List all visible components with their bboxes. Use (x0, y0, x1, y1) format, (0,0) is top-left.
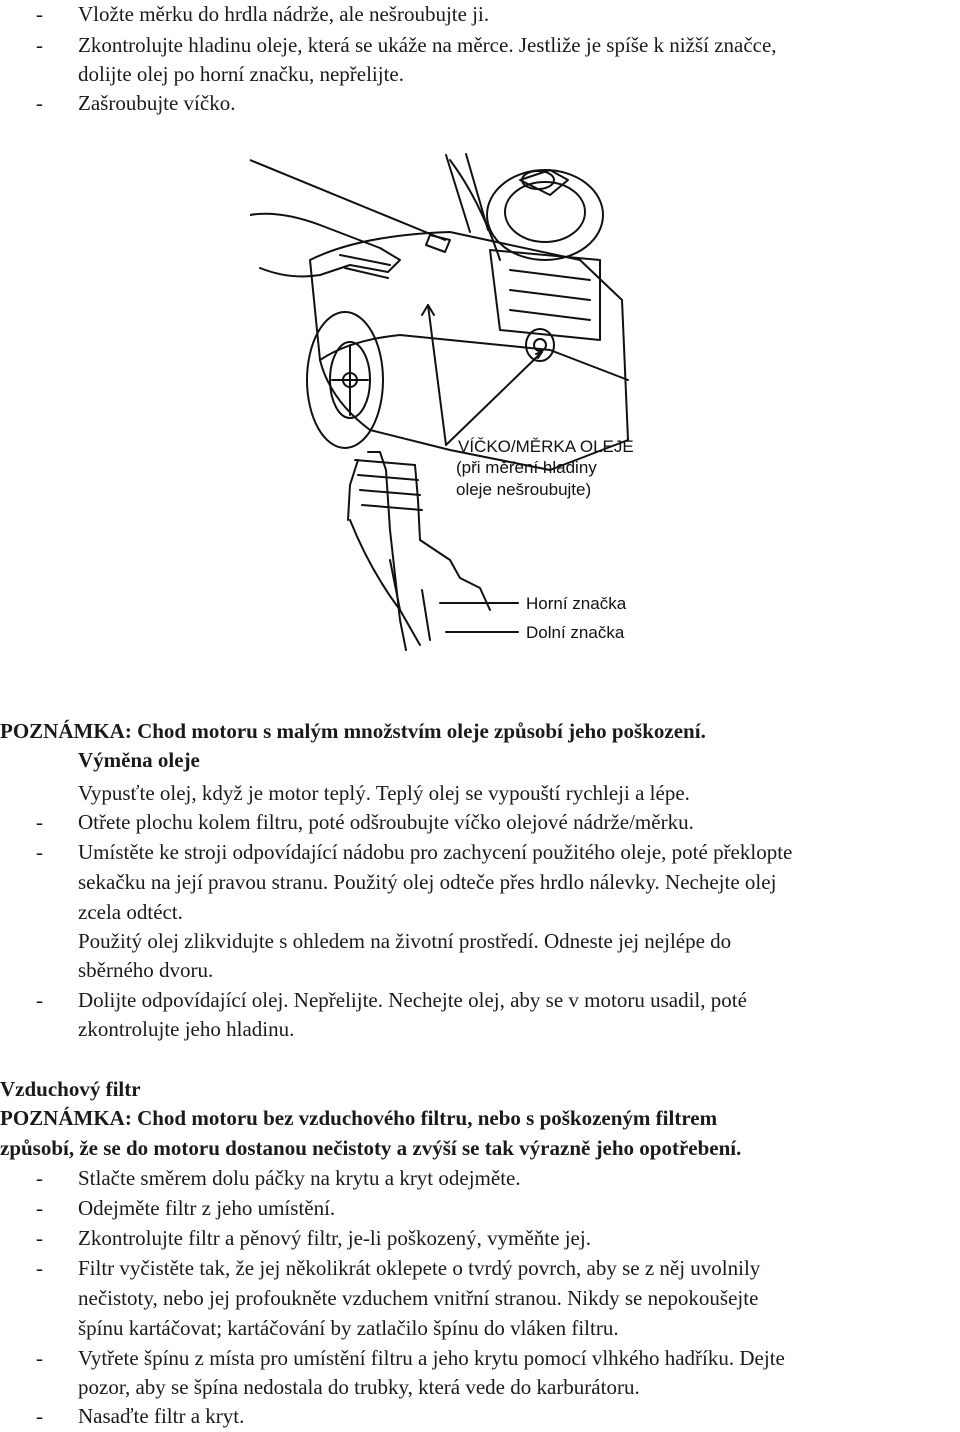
step-text: Zkontrolujte hladinu oleje, která se ukáže na měrce. Jestliže je spíše k nižší značce, (78, 33, 777, 57)
step-text: Vložte měrku do hrdla nádrže, ale nešroubujte ji. (78, 2, 490, 26)
paragraph-text: sběrného dvoru. (78, 958, 214, 982)
step-text: dolijte olej po horní značku, nepřelijte. (78, 62, 404, 86)
filler-tube-left (350, 520, 420, 645)
cable (450, 160, 500, 260)
step-text: Zkontrolujte filtr a pěnový filtr, je-li poškozený, vyměňte jej. (78, 1226, 591, 1250)
oil-warning-note: POZNÁMKA: Chod motoru s malým množstvím oleje způsobí jeho poškození. (0, 719, 706, 743)
step-text: Umístěte ke stroji odpovídající nádobu pro zachycení použitého oleje, poté překlopte (78, 840, 793, 864)
bullet-dash: - (36, 1256, 43, 1280)
step-text: Vytřete špínu z místa pro umístění filtru a jeho krytu pomocí vlhkého hadříku. Dejte (78, 1346, 785, 1370)
callout-leader (428, 305, 542, 445)
step-text: Zašroubujte víčko. (78, 91, 236, 115)
air-warning-note-line-2: způsobí, že se do motoru dostanou nečistoty a zvýší se tak výrazně jeho opotřebení. (0, 1136, 742, 1160)
callout-line-3: oleje nešroubujte) (456, 480, 592, 499)
lower-mark-label: Dolní značka (526, 623, 625, 642)
bullet-dash: - (36, 91, 43, 115)
callout-line-2: (při měření hladiny (456, 458, 597, 477)
handle-bar (446, 154, 488, 232)
filler-tube-right (420, 540, 490, 610)
bullet-dash: - (36, 840, 43, 864)
dipstick-enlarged (368, 452, 406, 650)
step-text: sekačku na její pravou stranu. Použitý olej odteče přes hrdlo nálevky. Nechejte olej (78, 870, 777, 894)
bullet-dash: - (36, 2, 43, 26)
upper-mark-label: Horní značka (526, 594, 627, 613)
dipstick-rod (250, 160, 445, 240)
step-text: Otřete plochu kolem filtru, poté odšroubujte víčko olejové nádrže/měrku. (78, 810, 694, 834)
step-text: Stlačte směrem dolu páčky na krytu a kryt odejměte. (78, 1166, 521, 1190)
hand (250, 214, 400, 277)
bullet-dash: - (36, 1226, 43, 1250)
section-heading-air-filter: Vzduchový filtr (0, 1077, 141, 1101)
step-text: špínu kartáčovat; kartáčování by zatlačilo špínu do vláken filtru. (78, 1316, 619, 1340)
step-text: Dolijte odpovídající olej. Nepřelijte. Nechejte olej, aby se v motoru usadil, poté (78, 988, 747, 1012)
paragraph-text: Použitý olej zlikvidujte s ohledem na životní prostředí. Odneste jej nejlépe do (78, 929, 732, 953)
mower-deck (310, 232, 628, 470)
step-text: Odejměte filtr z jeho umístění. (78, 1196, 336, 1220)
bullet-dash: - (36, 988, 43, 1012)
mower-dipstick-illustration (250, 140, 670, 660)
bullet-dash: - (36, 1166, 43, 1190)
step-text: Nasaďte filtr a kryt. (78, 1404, 245, 1428)
step-text: Filtr vyčistěte tak, že jej několikrát oklepete o tvrdý povrch, aby se z něj uvolnily (78, 1256, 761, 1280)
step-text: zcela odtéct. (78, 900, 183, 924)
bullet-dash: - (36, 33, 43, 57)
step-text: zkontrolujte jeho hladinu. (78, 1017, 295, 1041)
bullet-dash: - (36, 1404, 43, 1428)
bullet-dash: - (36, 1346, 43, 1370)
callout-title: VÍČKO/MĚRKA OLEJE (458, 437, 634, 456)
air-warning-note-line-1: POZNÁMKA: Chod motoru bez vzduchového filtru, nebo s poškozeným filtrem (0, 1106, 718, 1130)
oil-intro: Vypusťte olej, když je motor teplý. Teplý olej se vypouští rychleji a lépe. (78, 781, 690, 805)
bullet-dash: - (36, 810, 43, 834)
section-heading-oil-change: Výměna oleje (78, 748, 200, 772)
step-text: nečistoty, nebo jej profoukněte vzduchem vnitřní stranou. Nikdy se nepokoušejte (78, 1286, 759, 1310)
step-text: pozor, aby se špína nedostala do trubky, která vede do karburátoru. (78, 1375, 640, 1399)
bullet-dash: - (36, 1196, 43, 1220)
